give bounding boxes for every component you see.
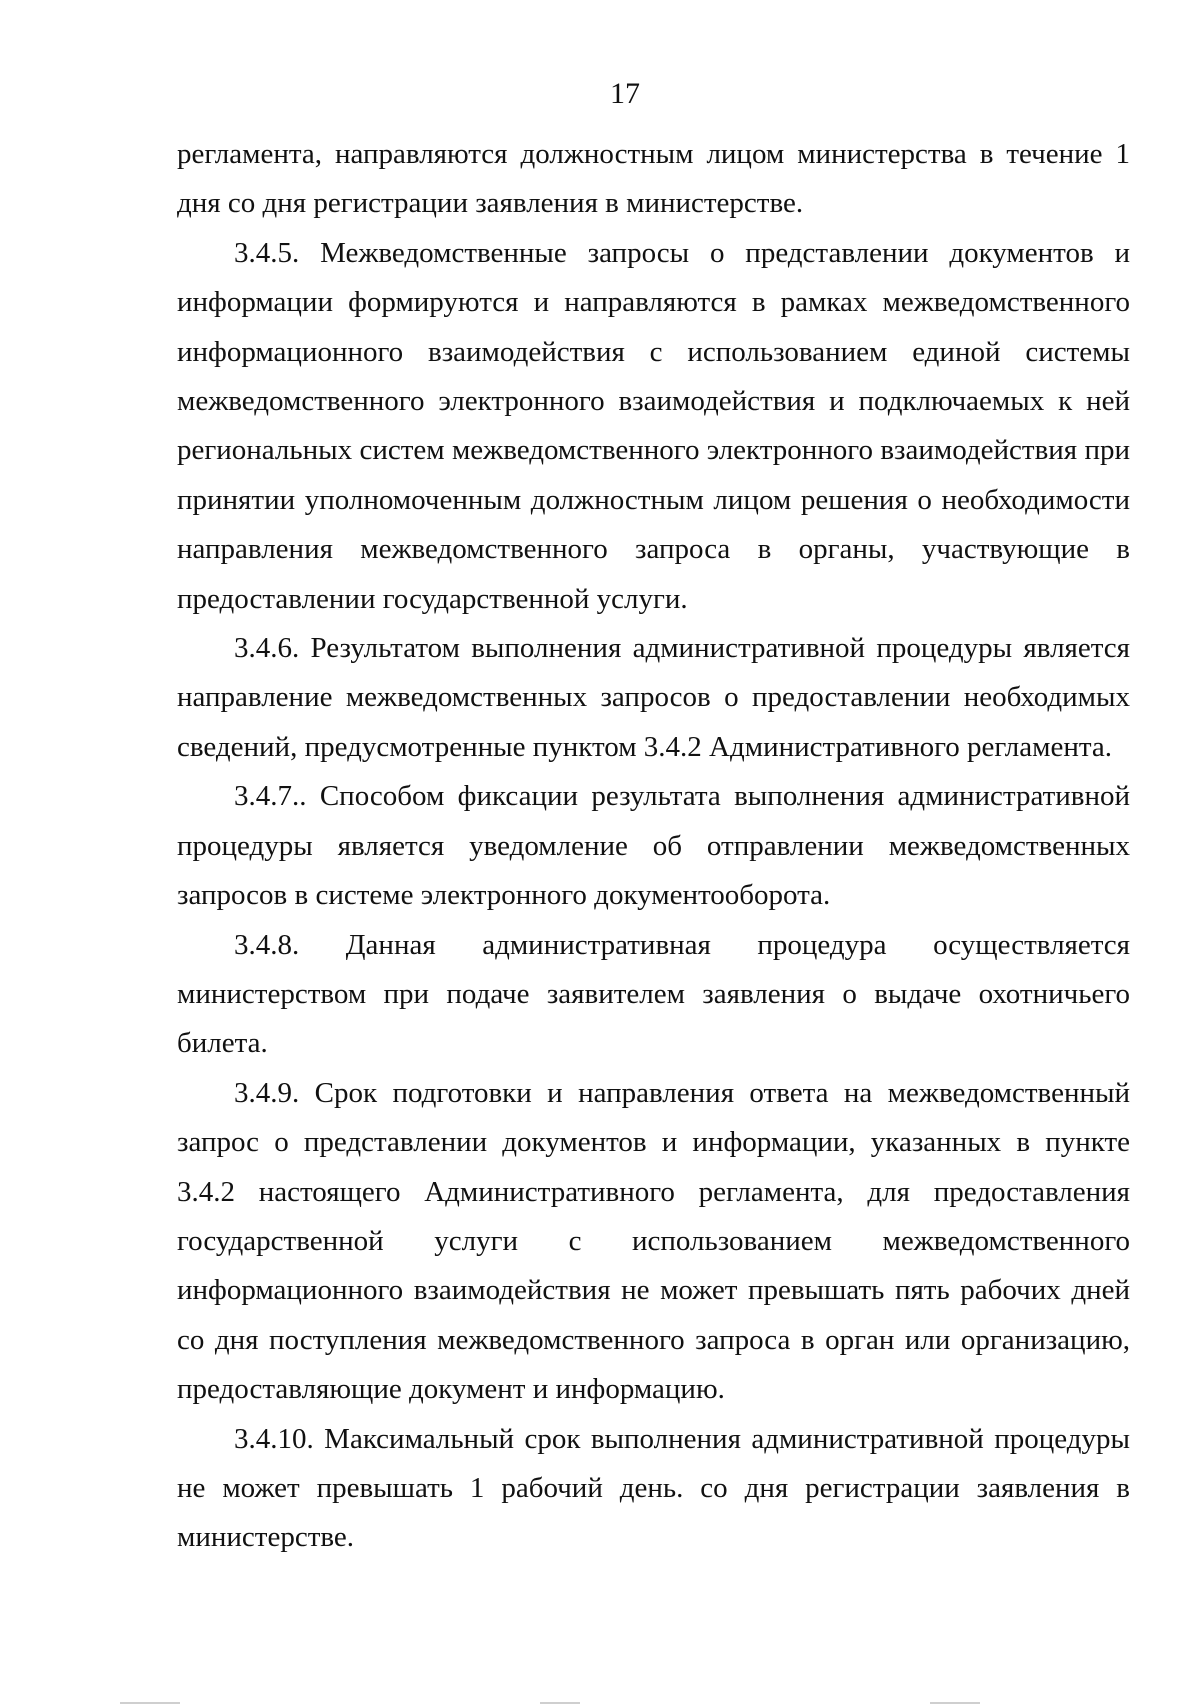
page-number: 17 <box>610 77 640 110</box>
paragraph-continuation: регламента, направляются должностным лицом министерства в течение 1 дня со дня регистрации заявления в министерстве. <box>177 138 1130 220</box>
paragraph-3-4-6: 3.4.6. Результатом выполнения административной процедуры является направление межведомственных запросов о предоставлении необходимых сведений, предусмотренные пунктом 3.4.2 Административного регламента. <box>177 632 1130 763</box>
scan-artifact <box>120 1702 180 1704</box>
document-body <box>177 130 1130 1563</box>
paragraph-3-4-10: 3.4.10. Максимальный срок выполнения административной процедуры не может превышать 1 рабочий день. со дня регистрации заявления в министерстве. <box>177 1422 1130 1554</box>
paragraph-3-4-7: 3.4.7.. Способом фиксации результата выполнения административной процедуры является уведомление об отправлении межведомственных запросов в системе электронного документооборота. <box>177 780 1130 912</box>
paragraph-3-4-5: 3.4.5. Межведомственные запросы о представлении документов и информации формируются и направляются в рамках межведомственного информационного взаимодействия с использованием единой системы межведомственного электронного взаимодействия и подключаемых к ней региональных систем межведомственного электронного взаимодействия при принятии уполномоченным должностным лицом решения о необходимости направления межведомственного запроса в органы, участвующие в предоставлении государственной услуги. <box>177 236 1130 615</box>
paragraph-3-4-9: 3.4.9. Срок подготовки и направления ответа на межведомственный запрос о представлении документов и информации, указанных в пункте 3.4.2 настоящего Административного регламента, для предоставления государственной услуги с использованием межведомственного информационного взаимодействия не может превышать пять рабочих дней со дня поступления межведомственного запроса в орган или организацию, предоставляющие документ и информацию. <box>177 1076 1130 1406</box>
scan-artifact <box>540 1702 580 1704</box>
scan-artifact <box>930 1702 980 1704</box>
paragraph-3-4-8: 3.4.8. Данная административная процедура осуществляется министерством при подаче заявителем заявления о выдаче охотничьего билета. <box>177 928 1130 1060</box>
